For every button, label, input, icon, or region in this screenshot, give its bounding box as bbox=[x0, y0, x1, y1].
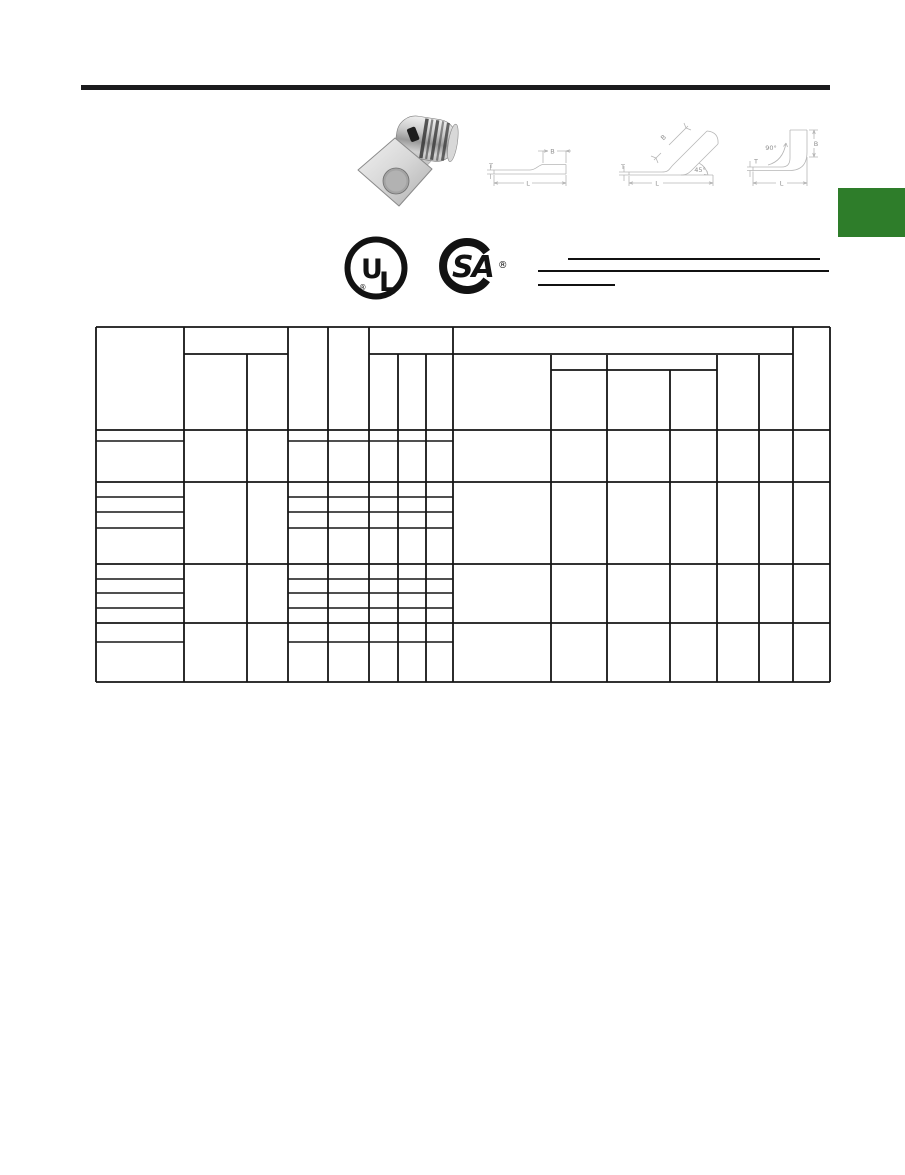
figure-bend90 bbox=[740, 110, 848, 208]
registered-icon: ® bbox=[498, 260, 508, 271]
dim-label-t: T bbox=[621, 163, 625, 171]
csa-letters: SA bbox=[452, 250, 493, 285]
lug-hole-inner bbox=[386, 171, 407, 192]
ul-letter-l: L bbox=[379, 267, 397, 298]
top-rule bbox=[81, 85, 830, 90]
dim-label-b: B bbox=[659, 133, 668, 142]
dim-label-l: L bbox=[526, 179, 530, 188]
registered-icon: ® bbox=[359, 283, 367, 292]
figure-bend45 bbox=[616, 106, 742, 208]
csa-logo bbox=[436, 235, 524, 305]
dim-label-l: L bbox=[779, 179, 784, 188]
dim-label-t: T bbox=[754, 157, 758, 166]
product-photo-lug bbox=[350, 112, 462, 212]
ul-letter-u: U bbox=[361, 254, 383, 285]
angle-label-90: 90° bbox=[765, 144, 777, 152]
dim-label-t: T bbox=[489, 162, 493, 170]
blank-line-1 bbox=[568, 258, 820, 260]
table-major-lines bbox=[96, 327, 830, 682]
dim-label-b: B bbox=[813, 140, 819, 148]
figure-straight bbox=[478, 142, 618, 192]
blank-line-3 bbox=[538, 284, 615, 286]
ul-logo bbox=[343, 235, 409, 303]
spec-table-grid bbox=[94, 325, 833, 685]
dim-label-l: L bbox=[655, 179, 659, 188]
page-edge-tab bbox=[838, 188, 905, 237]
angle-label-45: 45° bbox=[694, 166, 706, 174]
blank-line-2 bbox=[538, 270, 829, 272]
table-minor-lines bbox=[96, 441, 453, 642]
dim-label-b: B bbox=[550, 147, 555, 156]
